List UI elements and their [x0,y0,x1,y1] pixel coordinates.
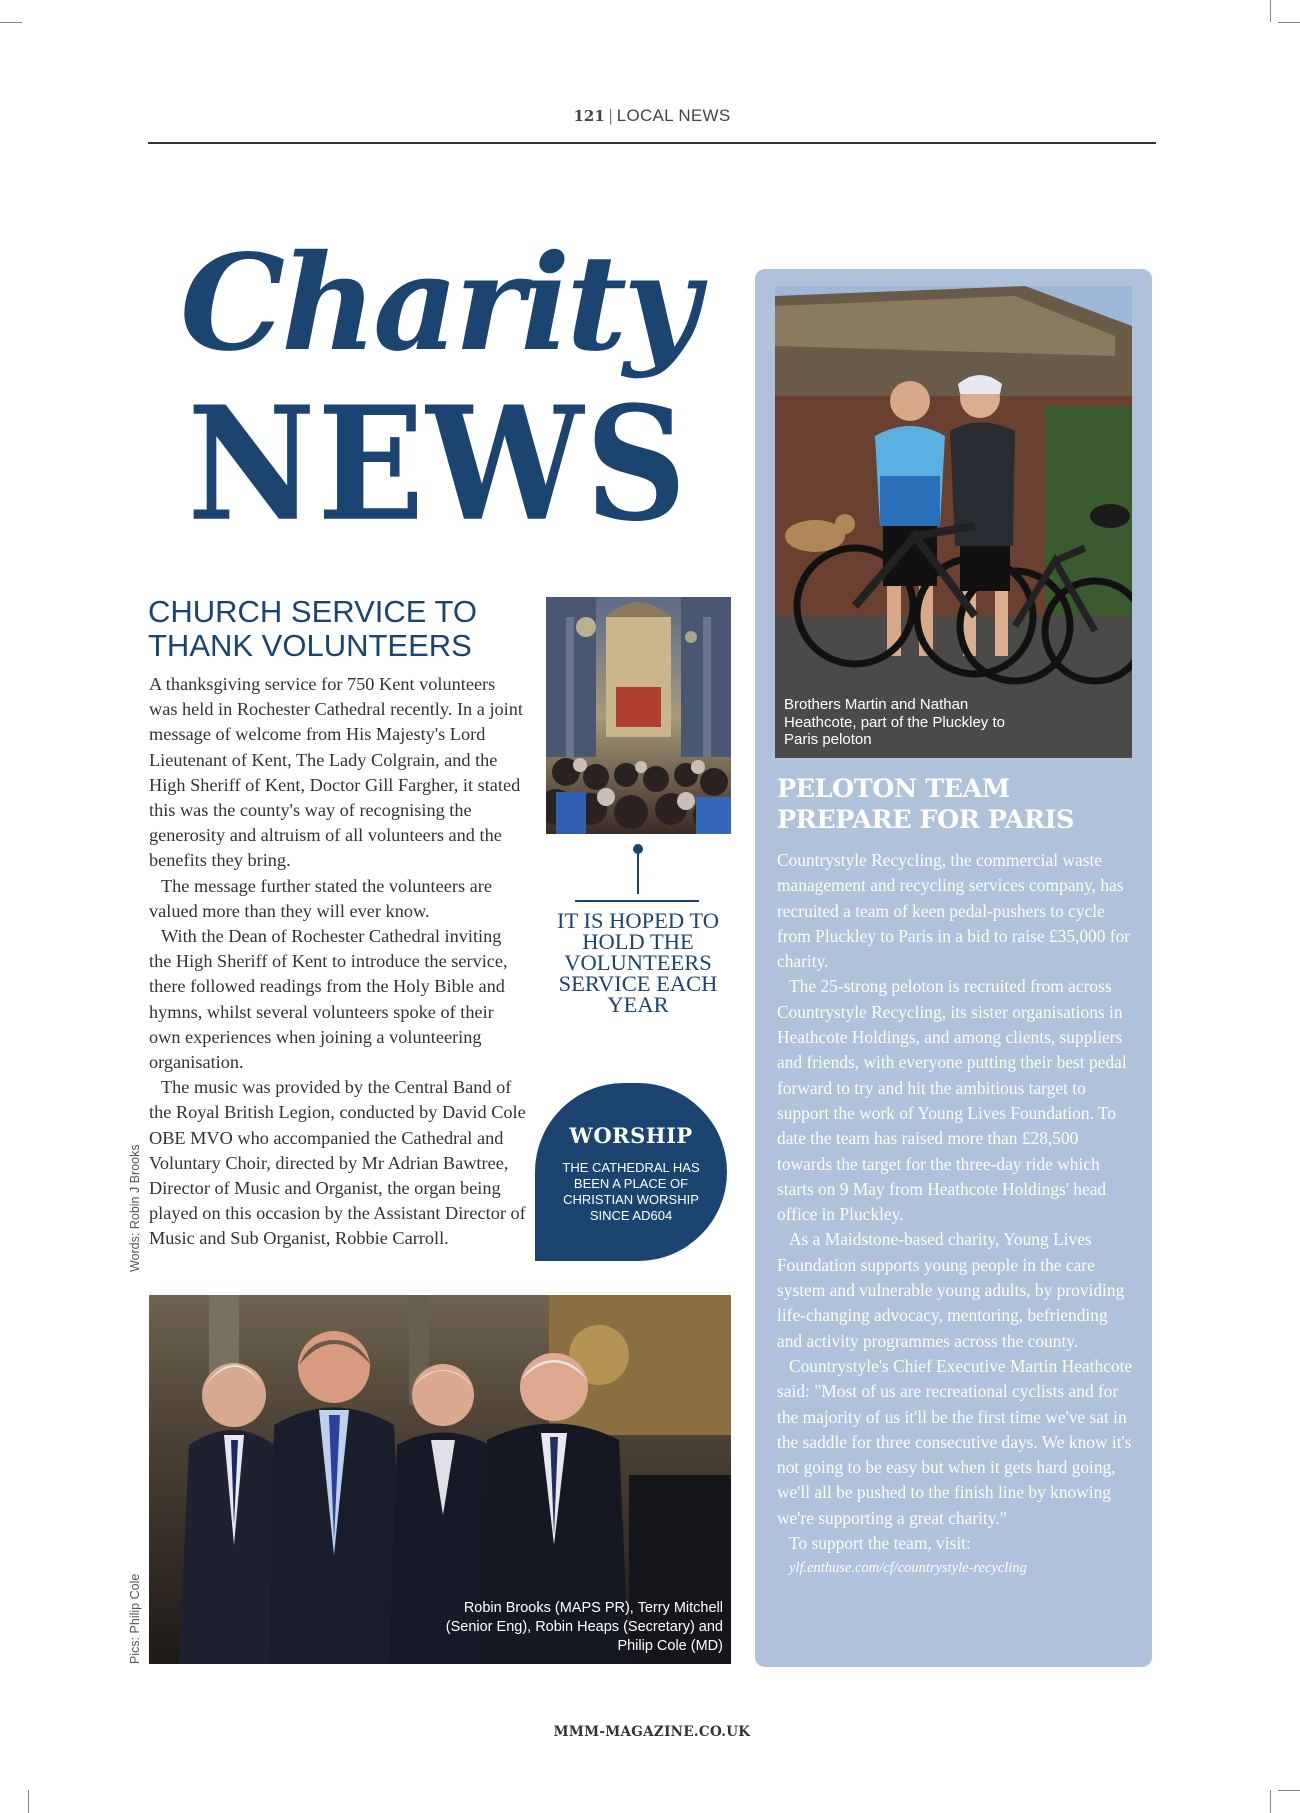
group-photo-caption: Robin Brooks (MAPS PR), Terry Mitchell (Senior Eng), Robin Heaps (Secretary) and Philip Cole (MD) [445,1600,723,1654]
crop-mark [1278,1790,1300,1791]
article-paragraph: With the Dean of Rochester Cathedral inviting the High Sheriff of Kent to introduce the service, there followed readings from the Holy Bible and hymns, whilst several volunteers spoke of their own experiences when joining a volunteering organisation. [149,926,508,1073]
cyclists-photo-caption: Brothers Martin and Nathan Heathcote, part of the Pluckley to Paris peloton [784,696,1005,748]
words-credit: Words: Robin J Brooks [128,1144,142,1272]
sidebar-paragraph: Countrystyle Recycling, the commercial waste management and recycling services company, has recruited a team of keen pedal-pushers to cycle from Pluckley to Paris in a bid to raise £35,000 for charity. [777,850,1131,972]
pics-credit: Pics: Philip Cole [128,1573,142,1664]
footer-site[interactable]: MMM-MAGAZINE.CO.UK [553,1724,751,1740]
support-link[interactable]: ylf.enthuse.com/cf/countrystyle-recycling [789,1560,1027,1577]
worship-badge [535,1083,727,1261]
header-rule [148,142,1156,144]
page-title-charity: Charity [180,226,696,381]
support-text: To support the team, visit: [789,1533,971,1554]
badge-title: WORSHIP [569,1123,693,1148]
pullquote-pin-line [637,848,639,894]
pullquote-rule [575,900,699,902]
badge-text: THE CATHEDRAL HAS BEEN A PLACE OF CHRISTIAN WORSHIP SINCE AD604 [562,1160,700,1223]
crop-mark [1270,1790,1271,1813]
pullquote: IT IS HOPED TO HOLD THE VOLUNTEERS SERVICE EACH YEAR [557,908,719,1017]
sidebar-headline: PELOTON TEAM PREPARE FOR PARIS [777,774,1074,835]
page-title-news: NEWS [187,373,689,557]
section-name: LOCAL NEWS [616,106,731,125]
article-paragraph: The message further stated the volunteers are valued more than they will ever know. [149,875,492,921]
article-headline: CHURCH SERVICE TO THANK VOLUNTEERS [148,594,478,663]
article-paragraph: The music was provided by the Central Band of the Royal British Legion, conducted by David Cole OBE MVO who accompanied the Cathedral and Voluntary Choir, directed by Mr Adrian Bawtree, Director of Music and Organist, the organ being played on this occasion by the Assistant Director of Music and Sub Organist, Robbie Carroll. [149,1077,526,1249]
cyclists-photo [775,286,1132,758]
article-body [149,672,527,1252]
sidebar-body [777,848,1135,1582]
page-number: 121 [573,107,605,125]
sidebar-paragraph: As a Maidstone-based charity, Young Lives Foundation supports young people in the care system and vulnerable young adults, by providing life-changing advocacy, mentoring, befriending and activity programmes across the county. [777,1229,1125,1351]
crop-mark [0,22,22,23]
sidebar-paragraph: The 25-strong peloton is recruited from across Countrystyle Recycling, its sister organisations in Heathcote Holdings, and among clients, suppliers and friends, with everyone putting their best pedal forward to try and hit the ambitious target to support the work of Young Lives Foundation. To date the team has raised more than £28,500 towards the target for the three-day ride which starts on 9 May from Heathcote Holdings' head office in Pluckley. [777,976,1127,1225]
sidebar-paragraph: Countrystyle's Chief Executive Martin Heathcote said: "Most of us are recreational cyclists and for the majority of us it'll be the first time we've sat in the saddle for three consecutive days. We know it's not going to be easy but when it gets hard going, we'll all be pushed to the finish line by knowing we're supporting a great charity." [777,1355,1133,1528]
article-paragraph: A thanksgiving service for 750 Kent volunteers was held in Rochester Cathedral recently. In a joint message of welcome from His Majesty's Lord Lieutenant of Kent, The Lady Colgrain, and the High Sheriff of Kent, Doctor Gill Fargher, it stated this was the county's way of recognising the generosity and altruism of all volunteers and the benefits they bring. [149,674,523,871]
page-header [148,106,1156,126]
header-separator: | [609,106,613,125]
crop-mark [1270,0,1271,22]
crop-mark [1278,22,1300,23]
group-photo [149,1295,731,1664]
crop-mark [28,1790,29,1813]
cathedral-photo [546,597,731,834]
